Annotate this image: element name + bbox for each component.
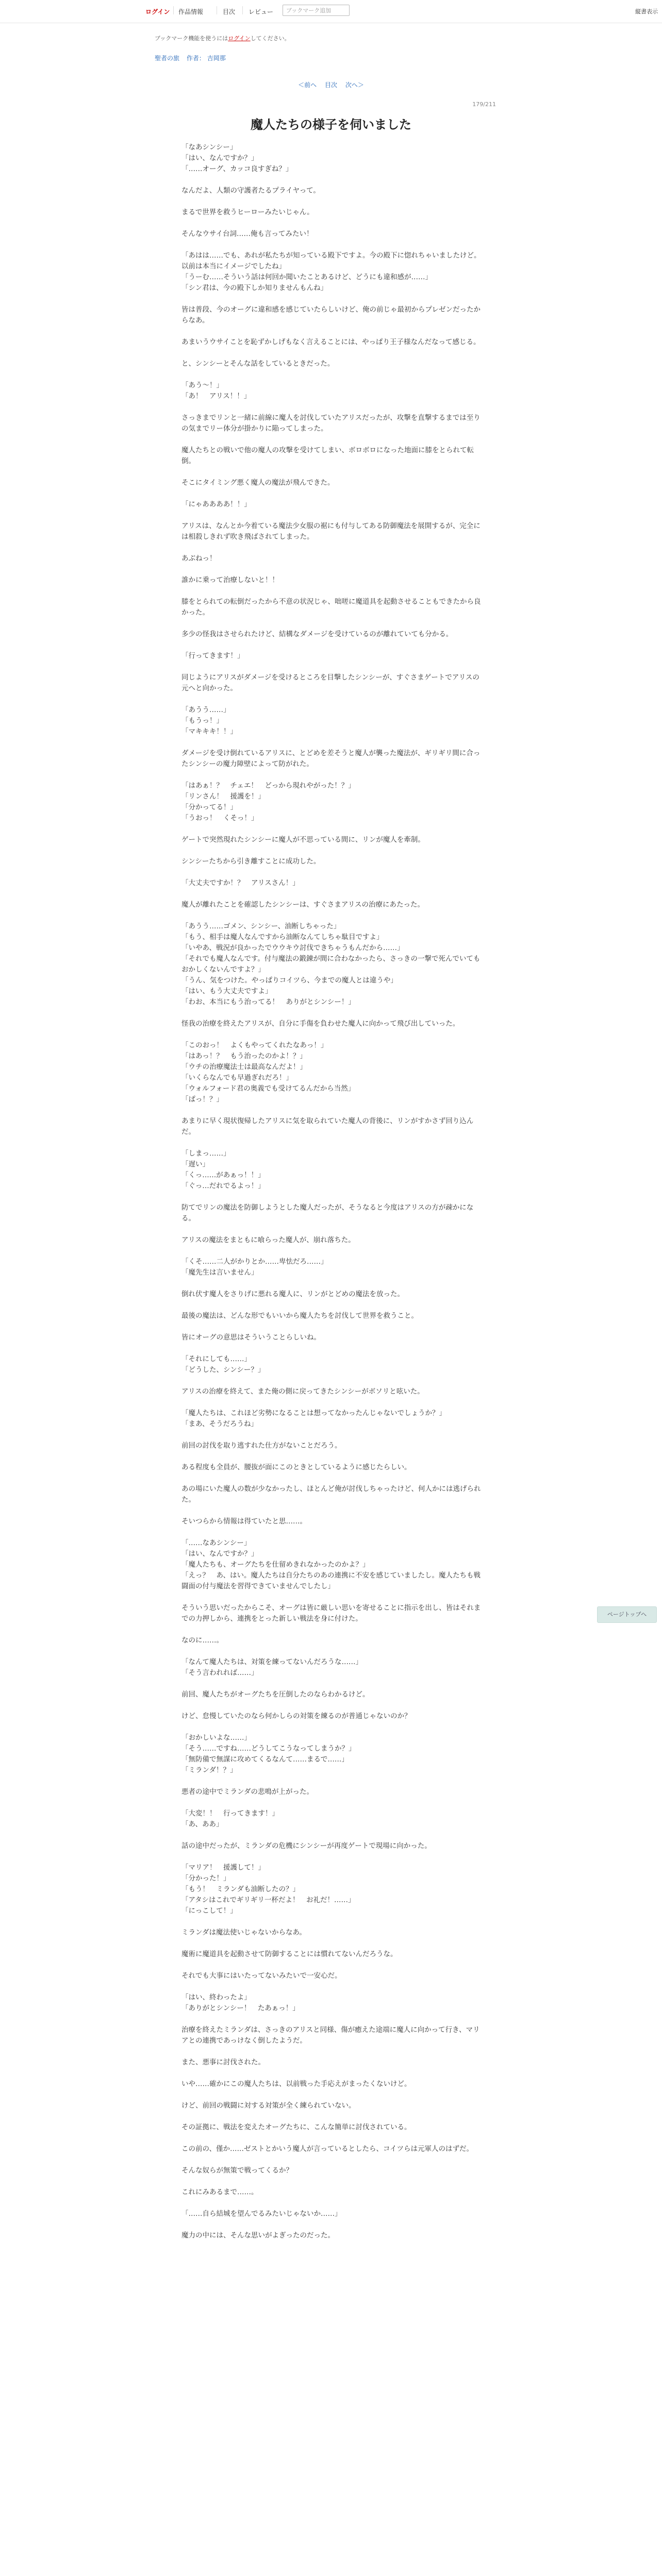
novel-paragraph: 「あうう……ゴメン、シンシー、油断しちゃった」 「もう、相手は魔人なんですから油断なんてしちゃ駄目ですよ」 「いやあ、戦況が良かったでウウキウ討伐できちゃうもんだから……」 「それでも魔人なんです。付与魔法の鍛錬が間に合わなかったら、さっきの一撃で死んでいてもおかしくないんですよ？」 「うん、気をつけた。やっぱりコイツら、今までの魔人とは違うや」 「はい、もう大丈夫ですよ」 「わお、本当にもう治ってる！ ありがとシンシー！」 — [181, 922, 481, 1006]
novel-paragraph: シンシーたちから引き離すことに成功した。 — [181, 857, 321, 866]
novel-paragraph: 「あうう……」 「もうっ！」 「マキキキ！！」 — [181, 706, 237, 736]
notice-text-before: ブックマーク機能を使うには — [155, 35, 228, 42]
novel-paragraph: あまいうウサイことを恥ずかしげもなく言えることには、やっぱり王子様なんだなって感じる。 — [181, 338, 481, 346]
novel-paragraph: あまりに早く現状復帰したアリスに気を取られていた魔人の背後に、リンがすかさず回り込んだ。 — [181, 1117, 474, 1136]
novel-paragraph: 治療を終えたミランダは、さっきのアリスと同様、傷が癒えた途端に魔人に向かって行き、マリアとの連携であっけなく倒したようだ。 — [181, 2026, 480, 2045]
episode-title: 魔人たちの様子を伺いました — [251, 117, 411, 132]
novel-paragraph: 怪我の治療を終えたアリスが、自分に手傷を負わせた魔人に向かって飛び出していった。 — [181, 1020, 460, 1028]
bookmark-add-button[interactable]: ブックマーク追加 — [283, 5, 350, 16]
novel-paragraph: 「大変！！ 行ってきます！」 「あ、ああ」 — [181, 1809, 279, 1828]
novel-body — [181, 142, 486, 2252]
novel-paragraph: ミランダは魔法使いじゃないからなあ。 — [181, 1928, 306, 1937]
author-label: 作者： — [186, 55, 205, 62]
novel-paragraph: 防てでリンの魔法を防御しようとした魔人だったが、そうなると今度はアリスの方が疎かになる。 — [181, 1204, 474, 1223]
login-link[interactable]: ログイン — [145, 8, 170, 15]
novel-paragraph: 「にゃああああ！！」 — [181, 500, 251, 509]
novel-paragraph: 「行ってきます！」 — [181, 652, 244, 660]
novel-paragraph: 「はい、終わったよ」 「ありがとシンシー！ たあぁっ！」 — [181, 1993, 300, 2012]
vertical-display-link[interactable]: 縦書表示 — [635, 8, 658, 15]
divider — [173, 6, 174, 14]
novel-paragraph: 皆にオーグの意思はそういうことらしいね。 — [181, 1333, 321, 1342]
novel-paragraph: 「はあぁ！？ チェエ！ どっから現れやがった！？」 「リンさん！ 援護を！」 「分かってる！」 「うおっ！ くそっ！」 — [181, 782, 355, 822]
novel-paragraph: 「……自ら結城を望んでるみたいじゃないか……」 — [181, 2210, 342, 2218]
novel-paragraph: アリスは、なんとか今着ている魔法少女服の裾にも付与してある防御魔法を展開するが、完全には相殺しきれず吹き飛ばされてしまった。 — [181, 522, 481, 541]
novel-paragraph: ダメージを受け倒れているアリスに、とどめを差そうと魔人が襲った魔法が、ギリギリ間に合ったシンシーの魔力障壁によって防がれた。 — [181, 749, 481, 768]
novel-paragraph: そんなウサイ台詞……俺も言ってみたい！ — [181, 230, 313, 238]
novel-paragraph: けど、前回の戦闘に対する対策が全く練られていない。 — [181, 2102, 356, 2110]
novel-paragraph: 皆は普段、今のオーグに違和感を感じていたらしいけど、俺の前じゃ最初からプレゼンだったからなあ。 — [181, 306, 481, 325]
novel-paragraph: その証拠に、戦法を変えたオーグたちに、こんな簡単に討伐されている。 — [181, 2123, 411, 2131]
novel-paragraph: 倒れ伏す魔人をさりげに悪れる魔人に、リンがとどめの魔法を放った。 — [181, 1290, 404, 1298]
novel-paragraph: 膝をとられての転倒だったから不意の状況じゃ、咄嗟に魔道具を起動させることもできたから良かった。 — [181, 598, 481, 617]
review-link[interactable]: レビュー — [249, 8, 274, 15]
novel-paragraph: また、悪事に討伐された。 — [181, 2058, 265, 2066]
novel-paragraph: 悪者の途中でミランダの悲鳴が上がった。 — [181, 1788, 313, 1796]
novel-paragraph: 「このおっ！ よくもやってくれたなあっ！」 「はあっ！？ もう治ったのかよ！？」 「ウチの治療魔法士は最高なんだよ！」 「いくらなんでも早過ぎれだろ！」 「ウォルフォード君の奥義でも受けてるんだから当然」 「ぱっ！？」 — [181, 1041, 355, 1104]
novel-paragraph: さっきまでリンと一緒に前線に魔人を討伐していたアリスだったが、攻撃を直撃するまでは至りの気までリー体分が掛かりに陥ってしまった。 — [181, 414, 481, 433]
novel-paragraph: アリスの治療を終えて、また俺の側に戻ってきたシンシーがボソリと呟いた。 — [181, 1387, 424, 1396]
toc-link[interactable]: 目次 — [223, 8, 236, 15]
novel-paragraph: けど、怠慢していたのなら何かしらの対策を練るのが普通じゃないのか？ — [181, 1712, 411, 1720]
novel-paragraph: 「それにしても……」 「どうした、シンシー？」 — [181, 1355, 265, 1374]
author-link[interactable]: 吉岡那 — [207, 55, 226, 62]
notice-login-link[interactable]: ログイン — [228, 35, 251, 42]
novel-info-link[interactable]: 作品情報 — [178, 8, 204, 15]
top-navigation-bar — [0, 0, 662, 23]
novel-paragraph: 前回の討伐を取り逃すれた仕方がないことだろう。 — [181, 1442, 342, 1450]
next-episode-link[interactable]: 次へ＞ — [345, 81, 364, 89]
notice-text-after: してください。 — [250, 35, 290, 42]
novel-paragraph: 前回、魔人たちがオーグたちを圧倒したのならわかるけど。 — [181, 1690, 370, 1699]
novel-paragraph: 最後の魔法は、どんな形でもいいから魔人たちを討伐して世界を救うこと。 — [181, 1312, 418, 1320]
novel-paragraph: ゲートで突然現れたシンシーに魔人が不思っている間に、リンが魔人を牽制。 — [181, 836, 425, 844]
novel-paragraph: 「おかしいよな……」 「そう……ですね……どうしてこうなってしまうか？」 「無防備で無謀に攻めてくるなんて……まるで……」 「ミランダ！？」 — [181, 1734, 356, 1774]
novel-paragraph: 「大丈夫ですか！？ アリスさん！」 — [181, 879, 300, 887]
novel-paragraph: 「魔人たちは、これほど劣勢になることは想ってなかったんじゃないでしょうか？」 「まあ、そうだろうね」 — [181, 1409, 446, 1428]
series-title-link[interactable]: 聖者の旅 — [155, 55, 180, 62]
novel-paragraph: と、シンシーとそんな話をしているときだった。 — [181, 360, 335, 368]
novel-paragraph: ある程度も全員が、腰抜が面にこのときとしているように感じたらしい。 — [181, 1463, 411, 1471]
novel-paragraph: この前の、僅か……ゼストとかいう魔人が言っているとしたら、コイツらは元軍人のはずだ。 — [181, 2145, 474, 2153]
novel-paragraph: まるで世界を救うヒーローみたいじゃん。 — [181, 208, 314, 216]
novel-paragraph: 「なあシンシー」 「はい、なんですか？」 「……オーグ、カッコ良すぎね？」 — [181, 143, 293, 173]
novel-paragraph: なのに……。 — [181, 1636, 223, 1645]
novel-paragraph: 「あう～！」 「あ！ アリス！！」 — [181, 381, 251, 400]
novel-paragraph: そんな奴らが無策で戦ってくるか？ — [181, 2166, 293, 2175]
novel-paragraph: いや……確かにこの魔人たちは、以前戦った手応えがまったくないけど。 — [181, 2080, 411, 2088]
novel-paragraph: 「しまっ……」 「遅い」 「くっ……があぁっ！！」 「ぐっ…だれでるよっ！」 — [181, 1149, 265, 1190]
novel-paragraph: 「……なあシンシー」 「はい、なんですか？」 「魔人たちも、オーグたちを仕留めきれなかったのかよ？」 「えっ？ あ、はい。魔人たちは自分たちのあの連携に不安を感じていましたし。魔人たちも戦闘面の付与魔法を習得できていませんでしたし」 — [181, 1539, 481, 1590]
episode-pager — [0, 80, 662, 89]
divider — [242, 6, 243, 14]
novel-paragraph: 「マリア！ 援護して！」 「分かった！」 「もう！ ミランダも油断したの？」 「アタシはこれでギリギリ一杯だよ！ お礼だ！……」 「にっこして！」 — [181, 1863, 355, 1915]
prev-episode-link[interactable]: ＜前へ — [298, 81, 317, 89]
page-top-button[interactable]: ページトップへ — [597, 1606, 657, 1623]
novel-paragraph: あの場にいた魔人の数が少なかったし、ほとんど俺が討伐しちゃったけど、何人かには逃げられた。 — [181, 1485, 481, 1504]
novel-paragraph: 誰かに乗って治療しないと！！ — [181, 576, 279, 584]
novel-header-links — [155, 54, 231, 62]
novel-paragraph: 魔力の中には、そんな思いがよぎったのだった。 — [181, 2231, 335, 2240]
novel-paragraph: 「くそ……二人がかりとか……卑怯だろ……」 「魔先生は言いません」 — [181, 1258, 328, 1277]
novel-paragraph: なんだよ、人類の守護者たるプライヤって。 — [181, 187, 320, 195]
novel-paragraph: そいつらから情報は得ていたと思……。 — [181, 1517, 307, 1526]
novel-paragraph: それでも大事にはいたってないみたいで一安心だ。 — [181, 1972, 342, 1980]
novel-paragraph: 魔人が離れたことを確認したシンシーは、すぐさまアリスの治療にあたった。 — [181, 901, 425, 909]
novel-paragraph: 魔人たちとの戦いで他の魔人の攻撃を受けてしまい、ボロボロになった地面に膝をとられて転倒。 — [181, 446, 474, 465]
novel-paragraph: あぶねっ！ — [181, 554, 217, 563]
novel-paragraph: アリスの魔法をまともに喰らった魔人が、崩れ落ちた。 — [181, 1236, 355, 1244]
novel-paragraph: 多少の怪我はさせられたけど、結構なダメージを受けているのが離れていても分かる。 — [181, 630, 453, 638]
novel-paragraph: そういう思いだったからこそ、オーグは皆に厳しい思いを寄せることに指示を出し、皆はそれまでの力押しから、連携をとった新しい戦法を身に付けた。 — [181, 1604, 481, 1623]
episode-number: 179/211 — [472, 101, 496, 108]
novel-paragraph: 話の途中だったが、ミランダの危機にシンシーが再度ゲートで現場に向かった。 — [181, 1842, 432, 1850]
novel-paragraph: 同じようにアリスがダメージを受けるところを目撃したシンシーが、すぐさまゲートでアリスの元へと向かった。 — [181, 673, 479, 692]
novel-paragraph: 「あはは……でも、あれが私たちが知っている殿下ですよ。今の殿下に惚れちゃいましたけど。以前は本当にイメージでしたね」 「うーむ……そういう話は何回か聞いたことあるけど、どうにも違和感が……」 「シン君は、今の殿下しか知りませんもんね」 — [181, 251, 481, 292]
novel-paragraph: これにみあるまで……。 — [181, 2188, 258, 2196]
toc-pager-link[interactable]: 目次 — [324, 81, 337, 89]
novel-paragraph: そこにタイミング悪く魔人の魔法が飛んできた。 — [181, 479, 335, 487]
novel-paragraph: 魔術に魔道具を起動させて防御することには慣れてないんだろうな。 — [181, 1950, 398, 1958]
bookmark-login-notice — [155, 34, 290, 42]
novel-paragraph: 「なんて魔人たちは、対策を練ってないんだろうな……」 「そう言われれば……」 — [181, 1658, 362, 1677]
